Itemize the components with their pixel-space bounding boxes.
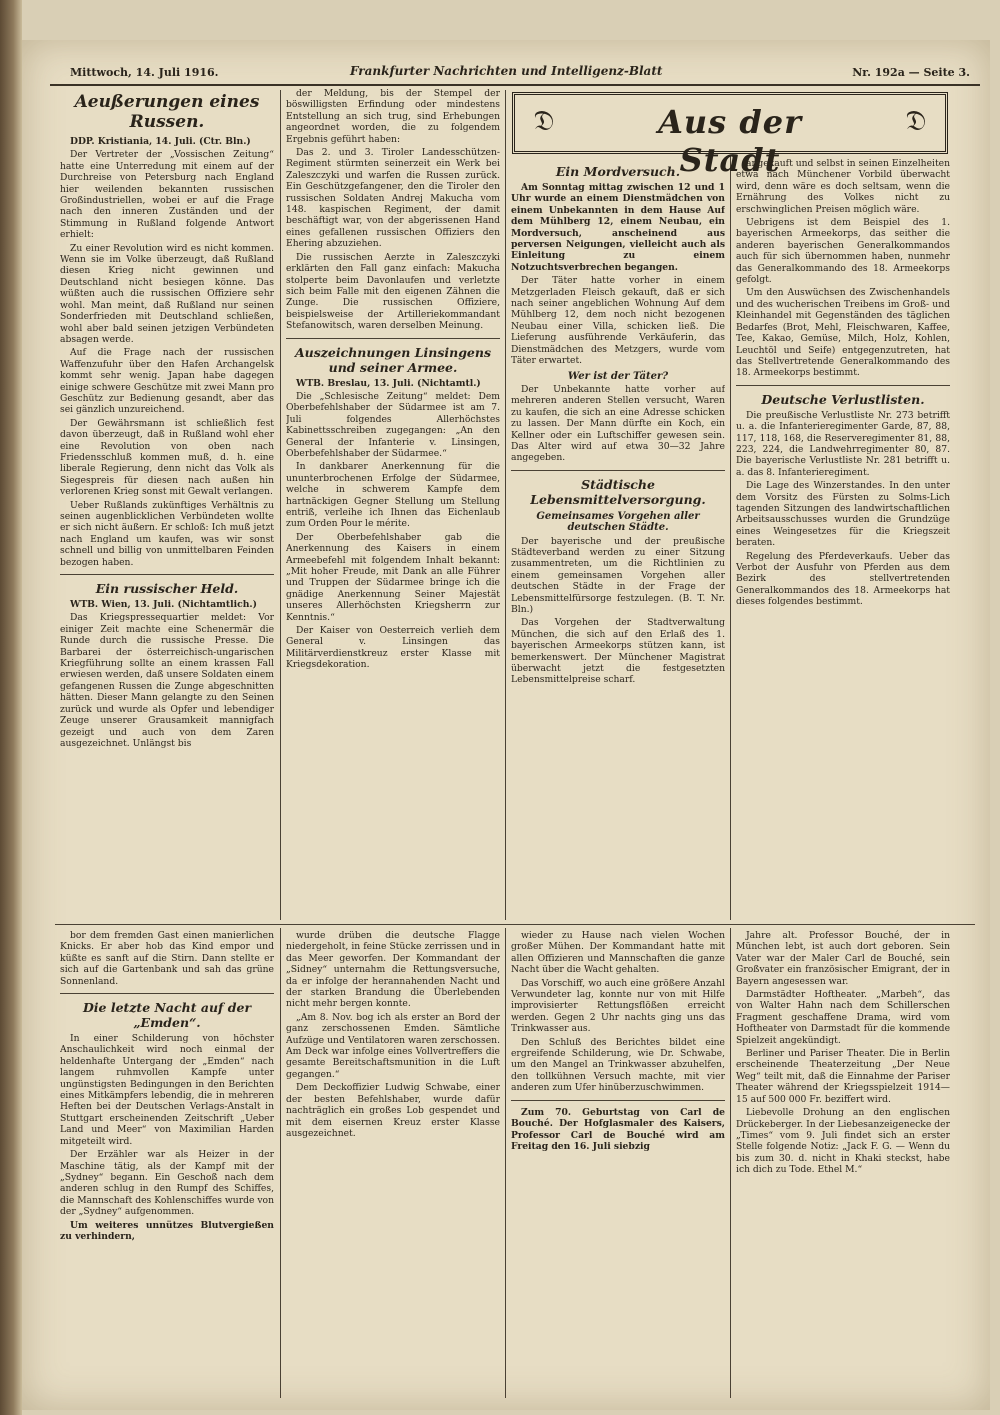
- paragraph: Berliner und Pariser Theater. Die in Berlin erscheinende Theaterzeitung „Der Neue Weg“ teilt mit, daß die Einnahme der Pariser Theater während der Kriegsspielzeit 1914—15 auf 500 000 Fr. beziffert wird.: [736, 1048, 950, 1105]
- paragraph: Der Unbekannte hatte vorher auf mehreren anderen Stellen versucht, Waren zu kaufen, die sich an eine Adresse schicken zu lassen. Der Mann dürfte ein Koch, ein Kellner oder ein Luftschiffer gewesen sein. Das Alter wird auf etwa 30—32 Jahre angegeben.: [511, 383, 725, 464]
- dateline: WTB. Wien, 13. Juli. (Nichtamtlich.): [70, 599, 257, 611]
- column-3: [511, 158, 725, 920]
- paragraph: Der Kaiser von Oesterreich verlieh dem General v. Linsingen das Militärverdienstkreuz erster Klasse mit Kriegsdekoration.: [286, 625, 500, 671]
- page-header: [50, 62, 980, 86]
- subheading-staedte: Gemeinsames Vorgehen aller deutschen Städte.: [536, 510, 700, 534]
- paragraph: Der bayerische und der preußische Städteverband werden zu einer Sitzung zusammentreten, um die Richtlinien zu einem gemeinsamen Vorgehen aller deutschen Städte in der Frage der Lebensmittelfürsorge festzulegen. (B. T. Nr. Bln.): [511, 535, 725, 615]
- paragraph: Der Gewährsmann ist schließlich fest davon überzeugt, daß in Rußland wohl eher eine Revolution von oben nach Friedensschluß kommen muß, d. h. eine liberale Regierung, denn nicht das Volk als Siegespreis für diesen nach außen hin verlorenen Krieg sonst mit Gewalt verlangen.: [60, 417, 274, 498]
- paragraph: Zu einer Revolution wird es nicht kommen. Wenn sie im Volke überzeugt, daß Rußland diesen Krieg nicht gewinnen und Deutschland nicht besiegen könne. Das wüßten auch die russischen Offiziere sehr wohl. Man meint, daß Rußland nur seinen Sonderfrieden mit Deutschland schließen, wohl aber bald seinen jetzigen Verbündeten absagen werde.: [60, 242, 274, 345]
- column-rule: [505, 928, 506, 1398]
- article-separator: [60, 574, 274, 575]
- column-rule: [730, 155, 731, 920]
- column-rule: [280, 90, 281, 920]
- dateline: DDP. Kristiania, 14. Juli. (Ctr. Bln.): [70, 136, 251, 147]
- paragraph: Uebrigens ist dem Beispiel des 1. bayerischen Armeekorps, das seither die anderen bayerischen Generalkommandos auch für sich übernommen haben, nunmehr das Generalkommando des 18. Armeekorps gefolgt.: [736, 217, 950, 286]
- paragraph: Darmstädter Hoftheater. „Marbeh“, das von Walter Hahn nach dem Schillerschen Fragment geschaffene Drama, wird vom Hoftheater von Darmstadt für die kommende Spielzeit angekündigt.: [736, 989, 950, 1046]
- paragraph: Liebevolle Drohung an den englischen Drückeberger. In der Liebesanzeigenecke der „Times“ vom 9. Juli findet sich an erster Stelle folgende Notiz: „Jack F. G. — Wenn du bis zum 30. d. nicht in Khaki steckst, habe ich dich zu Tode. Ethel M.“: [736, 1107, 950, 1176]
- headline-lebensmittel: Städtische Lebensmittelversorgung.: [530, 476, 706, 507]
- column-rule: [280, 928, 281, 1398]
- paragraph: Der Täter hatte vorher in einem Metzgerladen Fleisch gekauft, daß er sich nach seiner angeblichen Wohnung Auf dem Mühlberg 12, dem noch nicht bezogenen Neubau einer Villa, schicken ließ. Die Lieferung ausführende Verkäuferin, das Dienstmädchen des Metzgers, wurde vom Täter erwartet.: [511, 275, 725, 367]
- column-rule: [730, 928, 731, 1398]
- article-separator: [511, 470, 725, 471]
- paragraph: Die Lage des Winzerstandes. In den unter dem Vorsitz des Fürsten zu Solms-Lich tagenden Sitzungen des landwirtschaftlichen Arbeitsausschusses wurden die Grundzüge eines Weingesetzes für die Kriegszeit beraten.: [736, 480, 950, 549]
- column-4: [736, 158, 950, 920]
- paragraph: Das Vorgehen der Stadtverwaltung München, die sich auf den Erlaß des 1. bayerischen Armeekorps stützen kann, ist bemerkenswert. Der Münchener Magistrat überwacht jetzt die festgesetzten Lebensmittelpreise scharf.: [511, 617, 725, 686]
- paragraph: bor dem fremden Gast einen manierlichen Knicks. Er aber hob das Kind empor und küßte es sanft auf die Stirn. Dann stellte er sich auf die Gartenbank und sah das grüne Sonnenland.: [60, 930, 274, 987]
- headline-held: Ein russischer Held.: [95, 581, 239, 597]
- paragraph: wurde drüben die deutsche Flagge niedergeholt, in feine Stücke zerrissen und in das Meer geworfen. Der Kommandant der „Sidney“ unternahm die Rettungsversuche, da er infolge der herannahenden Nacht und der starken Brandung die Überlebenden nicht mehr bergen konnte.: [286, 930, 500, 1010]
- article-separator: [60, 993, 274, 994]
- paragraph: Um weiteres unnützes Blutvergießen zu verhindern,: [60, 1219, 274, 1242]
- column-2: [286, 88, 500, 920]
- paragraph: „Am 8. Nov. bog ich als erster an Bord der ganz zerschossenen Emden. Sämtliche Aufzüge und Ventilatoren waren zerschossen. Am Deck war infolge eines Vollvertreffers die gesamte Bereitschaftsmunition in die Luft gegangen.“: [286, 1011, 500, 1080]
- paragraph: Das Kriegspressequartier meldet: Vor einiger Zeit machte eine Schenermär die Runde durch die russische Presse. Die Barbarei der österreichisch-ungarischen Kriegführung sollte an einem krassen Fall erwiesen werden, daß unsere Soldaten einem gefangenen Russen die Zunge abgeschnitten hätten. Dieser Mann gelangte zu den Seinen zurück und wurde als Opfer und lebendiger Zeuge unserer Grausamkeit mannigfach gezeigt und auch von dem Zaren ausgezeichnet. Unlängst bis: [60, 612, 274, 749]
- headline-mordversuch: Ein Mordversuch.: [555, 164, 681, 179]
- lower-column-4: [736, 930, 950, 1395]
- lead-paragraph: Am Sonntag mittag zwischen 12 und 1 Uhr wurde an einem Dienstmädchen von einem Unbekannten in dem Hause Auf dem Mühlberg 12, einem Neubau, ein Mordversuch, anscheinend aus perversen Neigungen, vielleicht auch als Einleitung zu einem Notzuchtsverbrechen begangen.: [511, 182, 725, 273]
- paragraph: In dankbarer Anerkennung für die ununterbrochenen Erfolge der Südarmee, welche in schwerem Kampfe dem hartnäckigen Gegner Stellung um Stellung entriß, verleihe ich Ihnen das Eichenlaub zum Orden Pour le mérite.: [286, 461, 500, 530]
- header-issue: Nr. 192a — Seite 3.: [852, 66, 970, 79]
- column-1: [60, 88, 274, 920]
- article-separator: [736, 385, 950, 386]
- dateline: WTB. Breslau, 13. Juli. (Nichtamtl.): [296, 377, 481, 389]
- paragraph: Die russischen Aerzte in Zaleszczyki erklärten den Fall ganz einfach: Makucha stolperte beim Davonlaufen und verletzte sich beim Falle mit den eigenen Zähnen die Zunge. Die russischen Offiziere, beispielsweise der Artilleriekommandant Stefanowitsch, waren derselben Meinung.: [286, 251, 500, 332]
- paragraph: Den Schluß des Berichtes bildet eine ergreifende Schilderung, wie Dr. Schwabe, um den Mangel an Trinkwasser abzuhelfen, den tollkühnen Versuch machte, mit vier anderen zum Ufer hinüberzuschwimmen.: [511, 1036, 725, 1094]
- paragraph: Der Erzähler war als Heizer in der Maschine tätig, als der Kampf mit der „Sydney“ begann. Ein Geschoß nach dem anderen schlug in den Rumpf des Schiffes, die Mannschaft des Kohlenschiffes wurde von der „Sydney“ aufgenommen.: [60, 1149, 274, 1218]
- lower-column-3: [511, 930, 725, 1395]
- column-rule: [505, 90, 506, 920]
- paragraph: Die „Schlesische Zeitung“ meldet: Dem Oberbefehlshaber der Südarmee ist am 7. Juli folgendes Allerhöchstes Kabinettsschreiben zugegangen: „An den General der Infanterie v. Linsingen, Oberbefehlshaber der Südarmee.“: [286, 390, 500, 459]
- paragraph: Die preußische Verlustliste Nr. 273 betrifft u. a. die Infanterieregimenter Garde, 87, 88, 117, 118, 168, die Reserveregimenter 81, 88, 223, 224, die Landwehrregimenter 80, 87. Die bayerische Verlustliste Nr. 281 betrifft u. a. das 8. Infanterieregiment.: [736, 409, 950, 478]
- headline-linsingen: Auszeichnungen Linsingens und seiner Armee.: [294, 344, 492, 375]
- article-separator: [511, 1100, 725, 1101]
- paragraph: Um den Auswüchsen des Zwischenhandels und des wucherischen Treibens im Groß- und Kleinhandel mit Gegenständen des täglichen Bedarfes (Brot, Mehl, Fleischwaren, Kaffee, Tee, Kakao, Gemüse, Milch, Holz, Kohlen, Leuchtöl und Seife) entgegenzutreten, hat das Stellvertretende Generalkommando des 18. Armeekorps bestimmt.: [736, 287, 950, 379]
- lower-column-2: [286, 930, 500, 1395]
- paragraph: Dem Deckoffizier Ludwig Schwabe, einer der besten Befehlshaber, wurde dafür nachträglich ein großes Lob gespendet und mit dem eisernen Kreuz erster Klasse ausgezeichnet.: [286, 1082, 500, 1139]
- lower-column-1: [60, 930, 274, 1395]
- header-paper-name: Frankfurter Nachrichten und Intelligenz-Blatt: [350, 64, 663, 78]
- section-title: Aus der Stadt: [658, 103, 802, 179]
- subheading-taeter: Wer ist der Täter?: [567, 370, 669, 382]
- paragraph: der Meldung, bis der Stempel der böswilligsten Erfindung oder mindestens Entstellung an sich trug, sind Erhebungen angeordnet worden, die zu folgendem Ergebnis geführt haben:: [286, 88, 500, 145]
- article-separator: [286, 338, 500, 339]
- paragraph: angekauft und selbst in seinen Einzelheiten etwa nach Münchener Vorbild überwacht wird, denn wäre es doch seltsam, wenn die Ernährung des Volkes nicht zu erschwinglichen Preisen möglich wäre.: [736, 158, 950, 215]
- paragraph: Ueber Rußlands zukünftiges Verhältnis zu seinen augenblicklichen Verbündeten wollte er sich nicht äußern. Er schloß: Ich muß jetzt nach England um kaufen, was wir sonst schnell und billig von unmittelbaren Feinden bezogen haben.: [60, 499, 274, 568]
- paragraph: wieder zu Hause nach vielen Wochen großer Mühen. Der Kommandant hatte mit allen Offizieren und Mannschaften die ganze Nacht über die Wacht gehalten.: [511, 930, 725, 976]
- paragraph: Der Vertreter der „Vossischen Zeitung“ hatte eine Unterredung mit einem auf der Durchreise von Petersburg nach England hier weilenden bekannten russischen Großindustriellen, wobei er auf die Frage nach den inneren Zuständen und der Stimmung in Rußland folgende Antwort erhielt:: [60, 149, 274, 241]
- paragraph: Jahre alt. Professor Bouché, der in München lebt, ist auch dort geboren. Sein Vater war der Maler Carl de Bouché, sein Großvater ein französischer Emigrant, der in Bayern angesessen war.: [736, 930, 950, 987]
- ornament-left-icon: 𝔇: [533, 104, 555, 137]
- paragraph: Zum 70. Geburtstag von Carl de Bouché. Der Hofglasmaler des Kaisers, Professor Carl de Bouché wird am Freitag den 16. Juli siebzig: [511, 1106, 725, 1152]
- header-date: Mittwoch, 14. Juli 1916.: [70, 66, 219, 79]
- page-binding: [0, 0, 22, 1415]
- paragraph: Regelung des Pferdeverkaufs. Ueber das Verbot der Ausfuhr von Pferden aus dem Bezirk des stellvertretenden Generalkommandos des 18. Armeekorps hat dieses folgendes bestimmt.: [736, 550, 950, 608]
- ornament-right-icon: 𝔇: [905, 104, 927, 137]
- headline-russen: Aeußerungen eines Russen.: [74, 92, 260, 132]
- paragraph: In einer Schilderung von höchster Anschaulichkeit wird noch einmal der heldenhafte Untergang der „Emden“ nach langem ruhmvollen Kampfe unter ungünstigsten Bedingungen in den Berichten eines Mitkämpfers lebendig, die in mehreren Heften bei der Deutschen Verlags-Anstalt in Stuttgart erscheinenden Zeitschrift „Ueber Land und Meer“ von Maximilian Harden mitgeteilt wird.: [60, 1033, 274, 1147]
- paragraph: Das Vorschiff, wo auch eine größere Anzahl Verwundeter lag, konnte nur von mit Hilfe improvisierter Rettungsflößen erreicht werden. Gegen 2 Uhr nachts ging uns das Trinkwasser aus.: [511, 977, 725, 1035]
- headline-emden: Die letzte Nacht auf der „Emden“.: [82, 1000, 252, 1031]
- section-rule: [55, 924, 975, 925]
- headline-verlustlisten: Deutsche Verlustlisten.: [761, 391, 925, 407]
- paragraph: Der Oberbefehlshaber gab die Anerkennung des Kaisers in einem Armeebefehl mit folgendem Inhalt bekannt: „Mit hoher Freude, mit Dank an alle Führer und Truppen der Südarmee bringe ich die gnädige Anerkennung Seiner Majestät unseres Allerhöchsten Kriegsherrn zur Kenntnis.“: [286, 531, 500, 623]
- paragraph: Auf die Frage nach der russischen Waffenzufuhr über den Hafen Archangelsk kommt sehr wenig. Japan habe dagegen einige schwere Geschütze mit zwei Mann pro Geschütz zur Bedienung gesandt, aber das sei gänzlich unzureichend.: [60, 347, 274, 416]
- paragraph: Das 2. und 3. Tiroler Landesschützen-Regiment stürmten seinerzeit ein Werk bei Zaleszczyki und warfen die Russen zurück. Ein Geschützgefangener, den die Tiroler den russischen Soldaten Andrej Makucha vom 148. kaspischen Regiment, der damit beschäftigt war, von der abgerissenen Hand eines gefallenen russischen Offiziers den Ehering abzuziehen.: [286, 147, 500, 250]
